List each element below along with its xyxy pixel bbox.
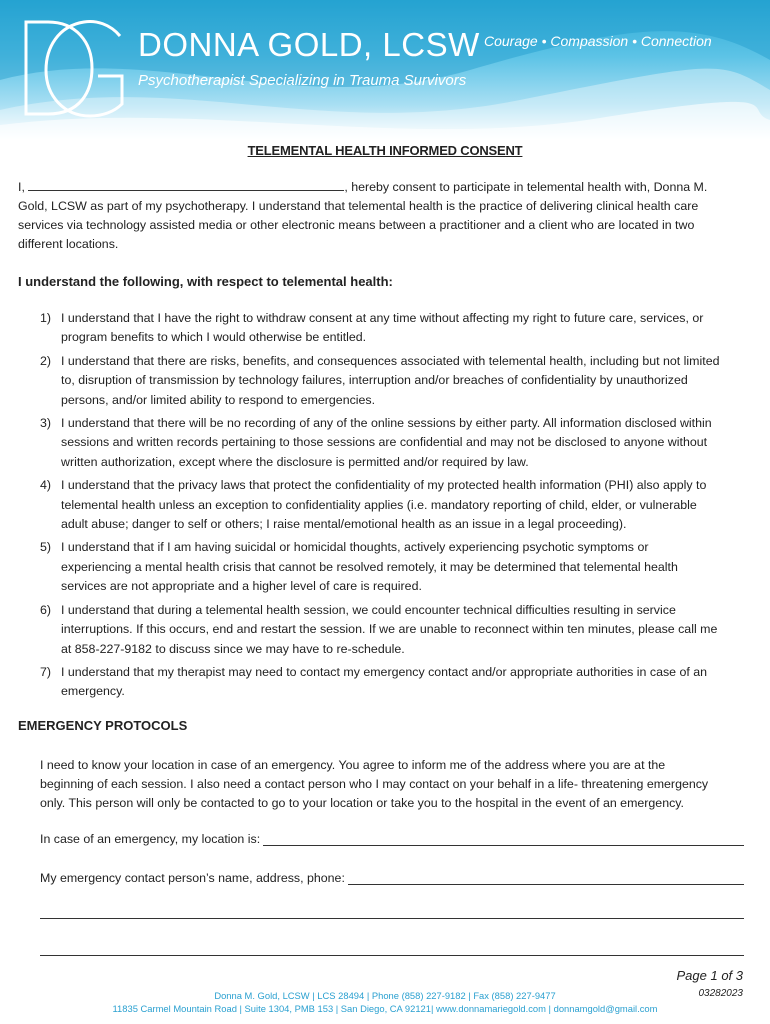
practice-motto: Courage • Compassion • Connection [484, 33, 712, 49]
dg-logo [18, 14, 128, 124]
contact-label: My emergency contact person’s name, address, phone: [40, 871, 345, 885]
intro-line4: different locations. [18, 237, 119, 251]
practice-name: DONNA GOLD, LCSW [138, 26, 480, 63]
list-item: 5) I understand that if I am having suicidal or homicidal thoughts, actively experiencing psychotic symptoms or experiencing a mental health crisis that cannot be resolved remotely, it may be determined that telemental health services are not appropriate and a higher level of care is required. [40, 540, 678, 594]
document-title: TELEMENTAL HEALTH INFORMED CONSENT [247, 143, 523, 158]
list-item: 6) I understand that during a telemental health session, we could encounter technical difficulties resulting in service interruptions. If this occurs, end and restart the session. If we are unable to reconnect within ten minutes, please call me at 858-227-9182 to discuss since we may have to re-schedule. [40, 602, 718, 656]
location-label: In case of an emergency, my location is: [40, 832, 261, 846]
document-code: 03282023 [698, 988, 743, 999]
footer-address-line: 11835 Carmel Mountain Road | Suite 1304, PMB 153 | San Diego, CA 92121| www.donnamariegold.com | donnamgold@gmail.com [112, 1003, 658, 1014]
emergency-heading: EMERGENCY PROTOCOLS [18, 718, 188, 733]
contact-field-line-2[interactable] [40, 918, 744, 919]
list-item: 3) I understand that there will be no recording of any of the online sessions by either party. All information disclosed within sessions and written records pertaining to those sessions are confidential and may not be disclosed to anyone without written authorization, except where the disclosure is permitted and/or required by law. [40, 416, 712, 469]
emergency-paragraph: I need to know your location in case of an emergency. You agree to inform me of the address where you are at the beginning of each session. I also need a contact person who I may contact on your behalf in a life- threatening emergency only. This person will only be contacted to go to your location or take you to the hospital in the event of an emergency. [40, 758, 709, 810]
letterhead-footer [0, 989, 770, 1015]
letterhead-banner [0, 0, 770, 140]
practice-tagline: Psychotherapist Specializing in Trauma Survivors [138, 72, 467, 89]
location-field-row [40, 832, 744, 846]
list-item: 1) I understand that I have the right to withdraw consent at any time without affecting my right to future care, services, or program benefits to which I would otherwise be entitled. [40, 311, 704, 345]
contact-field-line-3[interactable] [40, 955, 744, 956]
list-item: 4) I understand that the privacy laws that protect the confidentiality of my protected health information (PHI) also apply to telemental health unless an exception to confidentiality applies (i.e. mandatory reporting of child, elder, or vulnerable adult abuse; danger to self or others; I raise mental/emotional health as an issue in a legal proceeding). [40, 478, 707, 532]
contact-field[interactable] [348, 871, 744, 885]
intro-line3: services via technology assisted media or other electronic means between a practitioner and a client who are located in two [18, 218, 695, 232]
consent-list [40, 309, 752, 706]
understand-heading: I understand the following, with respect to telemental health: [18, 274, 393, 289]
intro-line2: Gold, LCSW as part of my psychotherapy. I understand that telemental health is the practice of delivering clinical health care [18, 199, 699, 213]
contact-field-row [40, 871, 744, 885]
list-item: 2) I understand that there are risks, benefits, and consequences associated with telemental health, including but not limited to, disruption of transmission by technology failures, interruption and/or breaches of confidentiality by unauthorized persons, and/or limited ability to respond to emergencies. [40, 353, 720, 407]
footer-contact-line: Donna M. Gold, LCSW | LCS 28494 | Phone (858) 227-9182 | Fax (858) 227-9477 [214, 990, 556, 1001]
intro-prefix: I, [18, 180, 25, 194]
client-name-field[interactable] [28, 178, 344, 191]
page-number: Page 1 of 3 [676, 968, 743, 983]
location-field[interactable] [263, 832, 744, 846]
list-item: 7) I understand that my therapist may need to contact my emergency contact and/or appropriate authorities in case of an emergency. [40, 664, 708, 699]
intro-line1: , hereby consent to participate in telemental health with, Donna M. [344, 180, 708, 194]
intro-paragraph [18, 178, 748, 254]
